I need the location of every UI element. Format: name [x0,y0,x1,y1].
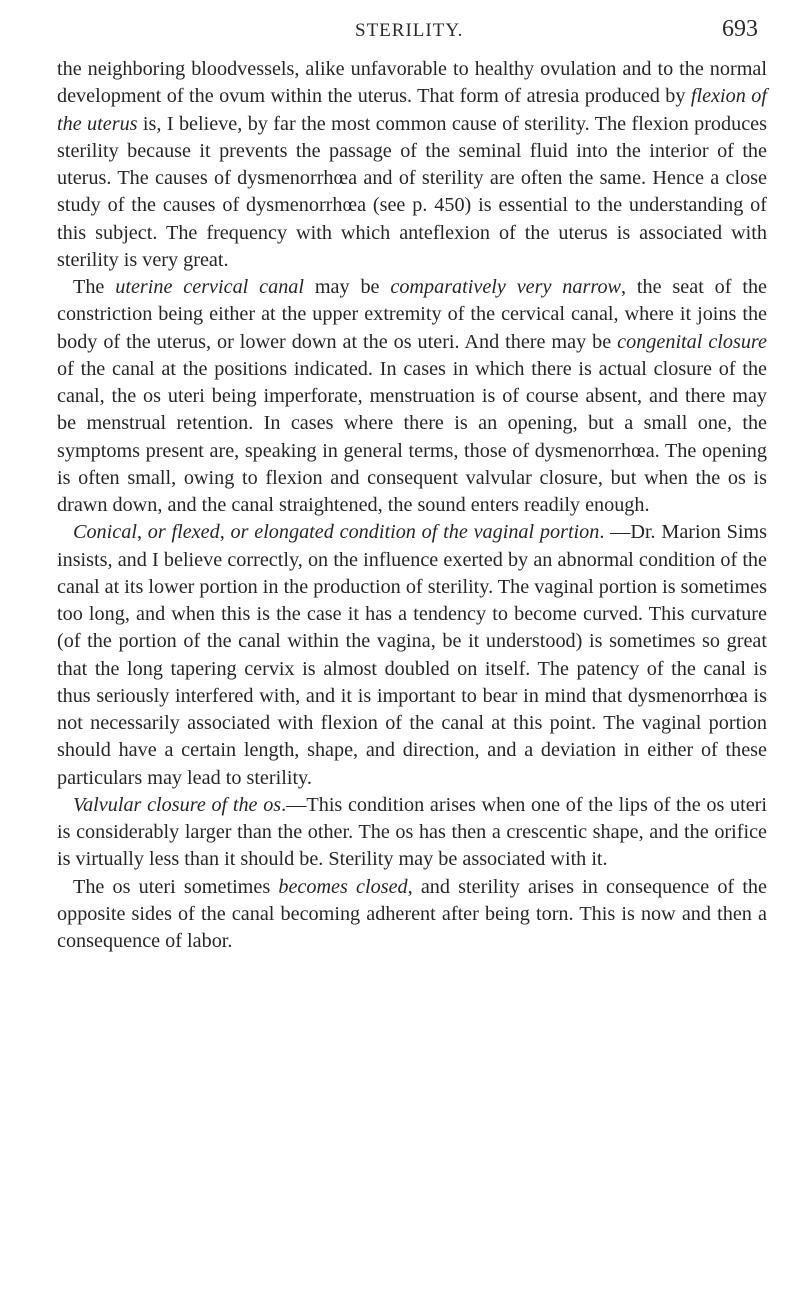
text-run: the neighboring bloodvessels, alike unfavorable to healthy ovulation and to the normal development of the ovum within the uterus. That form of atresia produced by [57,58,767,108]
text-run: may be [304,276,391,298]
text-run: , and sterility arises in consequence of the opposite sides of the canal becoming adherent after being torn. This is now and then a consequence of labor. [57,875,767,952]
text-run: The [73,276,116,298]
italic-phrase: Valvular closure of the os [73,793,282,816]
text-run: , [219,521,231,544]
page-number: 693 [722,16,758,42]
text-run: .—This condition arises when one of the lips of the os uteri is considerably larger than the other. The os has then a crescentic shape, and the orifice is virtually less than it should be. Sterility may be associated with it. [57,793,767,871]
text-run: is, I believe, by far the most common cause of sterility. The flexion produces sterility because it prevents the passage of the seminal fluid into the interior of the uterus. The causes of dysmenorrhœa and of sterility are often the same. Hence a close study of the causes of dysmenorrhœa (see p. 450) is essential to the understanding of this subject. The frequency with which anteflexion of the uterus is associated with sterility is very great. [57,112,767,271]
italic-phrase: uterine cervical canal [115,276,304,298]
italic-phrase: comparatively very narrow [390,276,622,298]
italic-phrase: becomes closed [278,875,408,898]
running-title: STERILITY. [355,20,464,41]
italic-phrase: or elongated condition of the vaginal portion [230,521,600,544]
page-header [0,6,801,46]
body-text [57,56,767,955]
text-run: of the canal at the positions indicated. In cases in which there is actual closure of the canal, the os uteri being imperforate, menstruation is of course absent, and there may be menstrual retention. In cases where there is an opening, but a small one, the symptoms present are, speaking in general terms, those of dysmenorrhœa. The opening is often small, owing to flexion and consequent valvular closure, but when the os is drawn down, and the canal straightened, the sound enters readily enough. [57,357,767,516]
italic-phrase: congenital closure [617,330,768,353]
text-run: . —Dr. Marion Sims insists, and I believe correctly, on the influence exerted by an abnormal condition of the canal at its lower portion in the production of sterility. The vaginal portion is sometimes too long, and when this is the case it has a tendency to become curved. This curvature (of the portion of the canal within the vagina, be it understood) is sometimes so great that the long tapering cervix is almost doubled on itself. The patency of the canal is thus seriously interfered with, and it is important to bear in mind that dysmenorrhœa is not necessarily associated with flexion of the canal at this point. The vaginal portion should have a certain length, shape, and direction, and a deviation in either of these particulars may lead to sterility. [57,521,767,789]
text-run: , the seat of the constriction being either at the upper extremity of the cervical canal, where it joins the body of the uterus, or lower down at the os uteri. And there may be [57,276,768,353]
text-run: , [136,521,148,544]
italic-phrase: flexion of the uterus [57,85,767,135]
paragraph [57,274,767,519]
paragraph [57,519,767,792]
paragraph [57,874,767,956]
italic-phrase: Conical [73,521,137,544]
paragraph [57,56,767,274]
text-run: The os uteri sometimes [73,875,279,898]
paragraph [57,792,767,874]
italic-phrase: or flexed [147,521,220,544]
